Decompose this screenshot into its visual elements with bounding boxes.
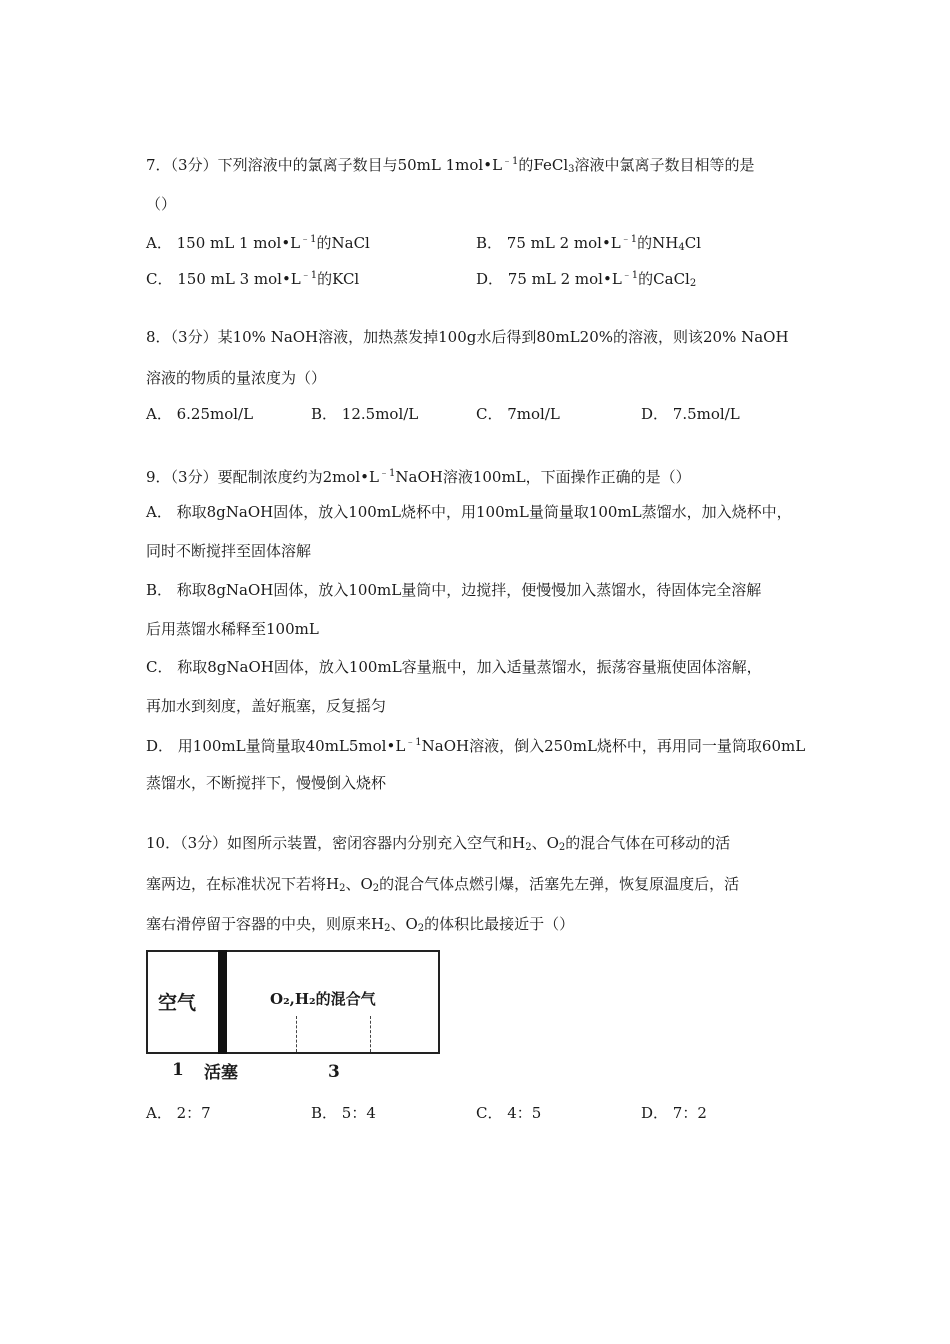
q10-stem-line1: 10．（3分）如图所示装置，密闭容器内分别充入空气和$H_2$、$O_2$的混合气体在可移动的活 [146, 834, 731, 853]
q9-option-d-line1: D． 用100mL量筒量取$40mL5mol•L^{﹣1}NaOH$溶液，倒入250mL烧杯中，再用同一量筒取60mL [146, 737, 806, 755]
q7-option-b: B． 75 mL 2 $mol•L^{﹣1}$的$NH_4Cl$ [476, 234, 702, 253]
position-label-1: 1 [172, 1060, 184, 1080]
q8-option-a: A． 6.25mol/L [146, 405, 254, 423]
piston [218, 950, 227, 1054]
q9-option-a-line1: A． 称取8gNaOH固体，放入100mL烧杯中，用100mL量筒量取100mL蒸馏水，加入烧杯中， [146, 503, 792, 521]
q10-stem-line2: 塞两边，在标准状况下若将$H_2$、$O_2$的混合气体点燃引爆，活塞先左弹，恢复原温度后，活 [146, 875, 740, 894]
q10-stem-line3: 塞右滑停留于容器的中央，则原来$H_2$、$O_2$的体积比最接近于（） [146, 915, 575, 934]
piston-label: 活塞 [204, 1063, 238, 1083]
position-label-3: 3 [328, 1062, 340, 1082]
q7-option-a: A． 150 mL 1 $mol•L^{﹣1}$的NaCl [146, 234, 370, 252]
q9-option-a-line2: 同时不断搅拌至固体溶解 [146, 542, 312, 560]
q10-option-d: D． 7：2 [641, 1104, 707, 1122]
q9-option-c-line1: C． 称取8gNaOH固体，放入100mL容量瓶中，加入适量蒸馏水，振荡容量瓶使固体溶解， [146, 658, 762, 676]
q9-stem: 9．（3分）要配制浓度约为$2mol•L^{﹣1}NaOH$溶液100mL，下面操作正确的是（） [146, 468, 691, 486]
q7-stem-line1: 7．（3分）下列溶液中的氯离子数目与50mL $1mol•L^{﹣1}$的FeCl$_3$溶液中氯离子数目相等的是 [146, 156, 755, 175]
q9-option-b-line2: 后用蒸馏水稀释至100mL [146, 620, 319, 638]
q9-option-c-line2: 再加水到刻度，盖好瓶塞，反复摇匀 [146, 697, 387, 715]
q7-stem-line2: （） [146, 195, 177, 213]
q10-option-a: A． 2：7 [146, 1104, 211, 1122]
q8-stem-line2: 溶液的物质的量浓度为（） [146, 369, 327, 387]
q7-option-c: C． 150 mL 3 $mol•L^{﹣1}$的KCl [146, 270, 360, 288]
air-label: 空气 [158, 992, 197, 1014]
q9-option-b-line1: B． 称取8gNaOH固体，放入100mL量筒中，边搅拌，便慢慢加入蒸馏水，待固体完全溶解 [146, 581, 762, 599]
divider-mark-1 [296, 1016, 297, 1052]
q8-option-c: C． 7mol/L [476, 405, 560, 423]
q7-option-d: D． 75 mL 2 $mol•L^{﹣1}$的CaCl$_2$ [476, 270, 697, 289]
q9-option-d-line2: 蒸馏水，不断搅拌下，慢慢倒入烧杯 [146, 774, 387, 792]
q8-option-d: D． 7.5mol/L [641, 405, 740, 423]
mixed-gas-label: O₂,H₂的混合气 [270, 990, 376, 1008]
q10-option-b: B． 5：4 [311, 1104, 376, 1122]
piston-container-diagram [146, 950, 440, 1054]
divider-mark-2 [370, 1016, 371, 1052]
q10-option-c: C． 4：5 [476, 1104, 542, 1122]
q8-stem-line1: 8．（3分）某10% NaOH溶液，加热蒸发掉100g水后得到80mL20%的溶液，则该20% NaOH [146, 328, 789, 346]
q8-option-b: B． 12.5mol/L [311, 405, 419, 423]
